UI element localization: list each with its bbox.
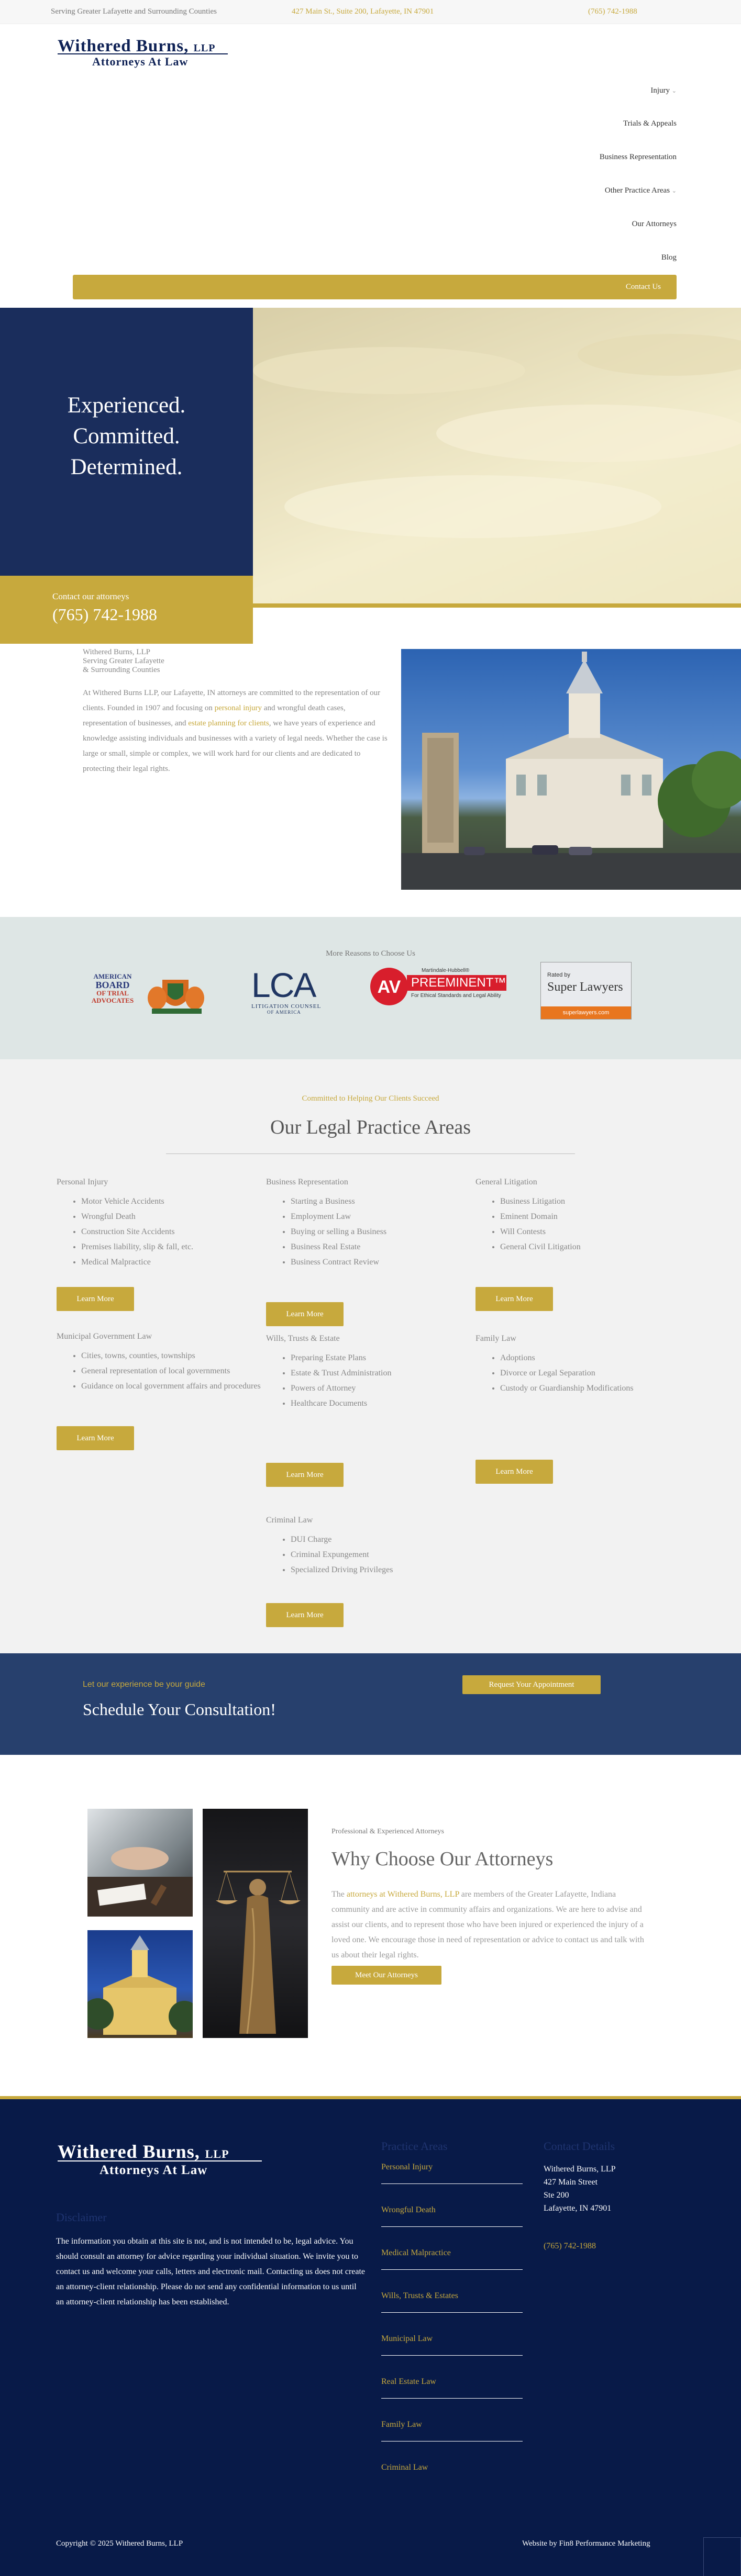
lady-justice-photo — [203, 1809, 308, 2038]
learn-more-button[interactable]: Learn More — [475, 1460, 553, 1484]
footer-link-wrongful-death[interactable]: Wrongful Death — [381, 2205, 523, 2227]
nav-item-our-attorneys[interactable]: Our Attorneys — [632, 220, 677, 228]
logo-name: Withered Burns, LLP — [58, 37, 216, 55]
contact-address — [544, 2163, 616, 2215]
contact-line: Withered Burns, LLP — [544, 2165, 616, 2174]
footer-link-family-law[interactable]: Family Law — [381, 2420, 523, 2441]
sl-url: superlawyers.com — [541, 1006, 631, 1019]
learn-more-button[interactable]: Learn More — [266, 1603, 344, 1627]
list-item: • Custody or Guardianship Modifications — [500, 1381, 634, 1396]
contact-us-button[interactable] — [73, 275, 677, 299]
footer-link-municipal-law[interactable]: Municipal Law — [381, 2334, 523, 2356]
handshake-image — [87, 1809, 193, 1917]
footer-logo[interactable]: Withered Burns, LLP — [58, 2141, 229, 2162]
contact-line: Ste 200 — [544, 2191, 569, 2200]
practice-list — [71, 1348, 264, 1394]
nav-label: Other Practice Areas — [604, 186, 670, 195]
abota-line-4: ADVOCATES — [91, 996, 134, 1004]
phone-link[interactable]: (765) 742-1988 — [588, 7, 637, 16]
service-area-1: Serving Greater Lafayette — [83, 657, 164, 665]
nav-item-business-representation[interactable]: Business Representation — [599, 153, 677, 161]
chevron-down-icon: ⌄ — [671, 88, 677, 94]
why-text-1: The — [331, 1890, 347, 1899]
list-item: • Healthcare Documents — [291, 1396, 391, 1411]
lca-logo[interactable] — [251, 967, 346, 1024]
list-item: • General Civil Litigation — [500, 1239, 581, 1255]
nav-item-other-practice-areas[interactable] — [605, 186, 677, 195]
super-lawyers-logo[interactable] — [540, 962, 632, 1020]
list-item: • Eminent Domain — [500, 1209, 581, 1224]
schedule-eyebrow: Let our experience be your guide — [83, 1680, 205, 1689]
list-item: • General representation of local governments — [81, 1363, 264, 1379]
practice-list — [490, 1350, 634, 1396]
logo-llp: LLP — [193, 42, 216, 54]
footer-link-medical-malpractice[interactable]: Medical Malpractice — [381, 2248, 523, 2270]
practice-category: Personal Injury — [57, 1178, 108, 1186]
practice-list — [280, 1532, 393, 1577]
scroll-to-top-button[interactable] — [703, 2537, 741, 2576]
footer-link-criminal-law[interactable]: Criminal Law — [381, 2463, 428, 2472]
intro-heading — [83, 648, 164, 675]
attorneys-link[interactable]: attorneys at Withered Burns, LLP — [346, 1890, 459, 1899]
abota-line-3: OF TRIAL — [96, 989, 129, 997]
lca-mark: LCA — [251, 966, 316, 1004]
practice-list — [280, 1350, 391, 1411]
footer-logo-subtitle: Attorneys At Law — [99, 2163, 208, 2177]
footer-link-real-estate-law[interactable]: Real Estate Law — [381, 2377, 523, 2399]
logo-name-text: Withered Burns — [58, 37, 184, 55]
list-item: • Buying or selling a Business — [291, 1224, 386, 1239]
hero-image — [253, 308, 741, 606]
meet-attorneys-button[interactable]: Meet Our Attorneys — [331, 1966, 441, 1985]
av-preeminent-text: PREEMINENT™ — [407, 975, 506, 991]
list-item: • Divorce or Legal Separation — [500, 1365, 634, 1381]
learn-more-button[interactable]: Learn More — [57, 1426, 134, 1450]
hero-line-2: Committed. — [73, 424, 180, 449]
chevron-down-icon: ⌄ — [671, 188, 677, 194]
practice-eyebrow: Committed to Helping Our Clients Succeed — [302, 1094, 439, 1103]
schedule-title: Schedule Your Consultation! — [83, 1700, 276, 1719]
list-item: • Powers of Attorney — [291, 1381, 391, 1396]
nav-label: Injury — [650, 86, 670, 95]
service-area-2: & Surrounding Counties — [83, 666, 160, 674]
top-info-bar — [0, 0, 741, 24]
practice-category: Wills, Trusts & Estate — [266, 1334, 340, 1343]
learn-more-button[interactable]: Learn More — [266, 1302, 344, 1326]
footer-phone-link[interactable]: (765) 742-1988 — [544, 2242, 596, 2250]
schedule-consultation-section — [0, 1653, 741, 1755]
abota-crest-icon — [147, 972, 220, 1016]
courthouse-night-photo — [87, 1930, 193, 2038]
sl-rated-by: Rated by — [547, 972, 571, 978]
logo-subtitle: Attorneys At Law — [92, 55, 189, 68]
hero-phone[interactable]: (765) 742-1988 — [52, 605, 157, 624]
contact-details-title: Contact Details — [544, 2140, 615, 2153]
abota-line-1: AMERICAN — [93, 972, 132, 980]
list-item: • Wrongful Death — [81, 1209, 193, 1224]
learn-more-button[interactable]: Learn More — [266, 1463, 344, 1487]
abota-logo[interactable] — [84, 972, 230, 1016]
footer-logo-llp: LLP — [205, 2147, 229, 2160]
av-preeminent-logo[interactable] — [369, 967, 516, 1009]
firm-name: Withered Burns, LLP — [83, 648, 150, 656]
practice-divider — [166, 1153, 575, 1154]
footer-link-wills-trusts[interactable]: Wills, Trusts & Estates — [381, 2291, 523, 2313]
list-item: • Criminal Expungement — [291, 1547, 393, 1562]
abota-line-2: BOARD — [95, 980, 130, 990]
av-martindale-text: Martindale-Hubbell® — [422, 968, 470, 973]
list-item: • Will Contests — [500, 1224, 581, 1239]
intro-text-2: and wrongful death cases, representation of businesses, and — [83, 704, 346, 727]
why-paragraph — [331, 1887, 651, 1963]
av-badge-icon — [369, 967, 409, 1006]
list-item: • DUI Charge — [291, 1532, 393, 1547]
list-item: • Premises liability, slip & fall, etc. — [81, 1239, 193, 1255]
svg-text:AV: AV — [377, 977, 401, 997]
list-item: • Adoptions — [500, 1350, 634, 1365]
contact-us-label: Contact Us — [625, 283, 661, 291]
serving-area-text: Serving Greater Lafayette and Surrounding Counties — [51, 7, 217, 16]
disclaimer-text: The information you obtain at this site is not, and is not intended to be, legal advice. You should consult an attorney for advice regarding your individual situation. We invite you to contact us and welcome your calls, letters and electronic mail. Contacting us does not create an attorney-client relationship. Please do not send any confidential information to us until an attorney-client relationship has been established. — [56, 2237, 366, 2306]
disclaimer-title: Disclaimer — [56, 2211, 107, 2224]
practice-category: Municipal Government Law — [57, 1332, 152, 1341]
sl-name: Super Lawyers — [547, 980, 623, 994]
nav-item-injury[interactable] — [650, 86, 677, 95]
practice-title: Our Legal Practice Areas — [270, 1116, 471, 1138]
reasons-title: More Reasons to Choose Us — [326, 949, 415, 958]
nav-item-trials-appeals[interactable]: Trials & Appeals — [623, 119, 677, 128]
practice-areas-section — [0, 1059, 741, 1653]
contact-line: 427 Main Street — [544, 2178, 598, 2187]
footer-logo-rule — [58, 2160, 262, 2161]
hero-line-1: Experienced. — [67, 393, 186, 418]
list-item: • Business Litigation — [500, 1194, 581, 1209]
hero-gold-rule — [253, 603, 741, 608]
footer-link-personal-injury[interactable]: Personal Injury — [381, 2163, 523, 2184]
reasons-section — [0, 917, 741, 1059]
courthouse-image — [401, 649, 741, 890]
learn-more-button[interactable]: Learn More — [57, 1287, 134, 1311]
practice-category: Business Representation — [266, 1178, 348, 1186]
courthouse-night-image — [87, 1930, 193, 2038]
courthouse-photo — [401, 649, 741, 890]
scales-of-justice-image — [203, 1809, 308, 2038]
intro-text-3: , we have years of experience and knowledge assisting individuals and businesses with a variety of legal needs. Whether the case is large or small, simple or complex, we will work hard for our clients and are dedicated to protecting their legal rights. — [83, 719, 388, 773]
practice-category: General Litigation — [475, 1178, 537, 1186]
hero-tagline — [0, 390, 253, 483]
practice-category: Family Law — [475, 1334, 516, 1343]
intro-text-1: At Withered Burns LLP, our Lafayette, IN attorneys are committed to the representation of our clients. Founded in 1907 and focusing on — [83, 689, 381, 712]
why-eyebrow: Professional & Experienced Attorneys — [331, 1828, 445, 1835]
lca-line-1: LITIGATION COUNSEL — [251, 1003, 322, 1010]
nav-item-blog[interactable]: Blog — [661, 253, 677, 262]
logo-rule — [58, 53, 228, 54]
practice-category: Criminal Law — [266, 1516, 313, 1525]
request-appointment-button[interactable]: Request Your Appointment — [462, 1675, 601, 1694]
hero-contact-box[interactable] — [0, 576, 253, 644]
list-item: • Employment Law — [291, 1209, 386, 1224]
list-item: • Estate & Trust Administration — [291, 1365, 391, 1381]
list-item: • Business Contract Review — [291, 1255, 386, 1270]
footer-logo-name: Withered Burns — [58, 2141, 195, 2162]
why-title: Why Choose Our Attorneys — [331, 1848, 554, 1870]
estate-planning-link[interactable]: estate planning for clients — [188, 719, 269, 727]
practice-areas-title: Practice Areas — [381, 2140, 448, 2153]
practice-list — [71, 1194, 193, 1270]
why-text-2: are members of the Greater Lafayette, Indiana community and are active in community affairs and organizations. We are here to advise and assist our clients, and to represent those who have been injured or experienced the injury of a loved one. We encourage those in need of representation or advice to contact us and talk with us about their legal rights. — [331, 1890, 644, 1959]
list-item: • Cities, towns, counties, townships — [81, 1348, 264, 1363]
list-item: • Specialized Driving Privileges — [291, 1562, 393, 1577]
personal-injury-link[interactable]: personal injury — [214, 704, 262, 712]
list-item: • Preparing Estate Plans — [291, 1350, 391, 1365]
list-item: • Medical Malpractice — [81, 1255, 193, 1270]
website-credit-link[interactable]: Website by Fin8 Performance Marketing — [522, 2539, 650, 2548]
practice-list — [490, 1194, 581, 1255]
contact-line: Lafayette, IN 47901 — [544, 2204, 612, 2213]
footer — [0, 2096, 741, 2576]
intro-paragraph — [83, 686, 390, 777]
practice-list — [280, 1194, 386, 1270]
hero-line-3: Determined. — [70, 455, 183, 479]
learn-more-button[interactable]: Learn More — [475, 1287, 553, 1311]
lca-line-2: OF AMERICA — [267, 1010, 301, 1015]
list-item: • Motor Vehicle Accidents — [81, 1194, 193, 1209]
handshake-photo — [87, 1809, 193, 1917]
address-link[interactable]: 427 Main St., Suite 200, Lafayette, IN 47901 — [292, 7, 434, 16]
hero-contact-label: Contact our attorneys — [52, 591, 129, 601]
av-subtitle: For Ethical Standards and Legal Ability — [411, 993, 501, 999]
copyright: Copyright © 2025 Withered Burns, LLP — [56, 2539, 183, 2548]
sky-clouds-image — [253, 308, 741, 606]
list-item: • Business Real Estate — [291, 1239, 386, 1255]
list-item: • Starting a Business — [291, 1194, 386, 1209]
list-item: • Guidance on local government affairs and procedures — [81, 1379, 264, 1394]
list-item: • Construction Site Accidents — [81, 1224, 193, 1239]
